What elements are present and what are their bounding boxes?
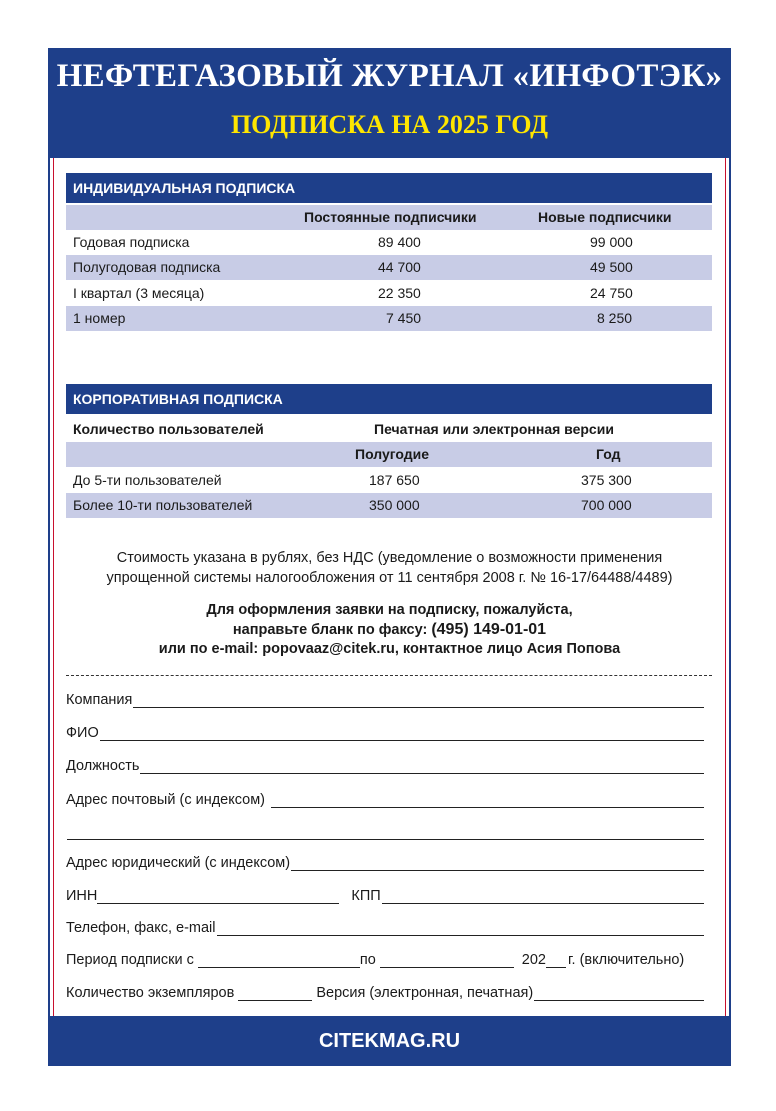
journal-title: НЕФТЕГАЗОВЫЙ ЖУРНАЛ «ИНФОТЭК» <box>56 58 723 94</box>
corporate-table-header <box>66 442 712 467</box>
row-label: До 5-ти пользователей <box>73 472 222 488</box>
position-input-line[interactable] <box>140 759 704 774</box>
kpp-input-line[interactable] <box>382 889 704 904</box>
cta-line-1: Для оформления заявки на подписку, пожалуйста, <box>206 602 573 618</box>
period-suffix: г. (включительно) <box>568 952 685 968</box>
version-input-line[interactable] <box>534 986 704 1001</box>
cta-fax-prefix: направьте бланк по факсу: <box>232 622 432 638</box>
cta-line-3: или по e-mail: popovaaz@citek.ru, контактное лицо Асия Попова <box>158 641 621 657</box>
individual-section-heading: ИНДИВИДУАЛЬНАЯ ПОДПИСКА <box>66 173 712 203</box>
users-count-label: Количество пользователей <box>73 421 264 437</box>
table-row <box>66 255 712 280</box>
website-link[interactable]: CITEKMAG.RU <box>318 1030 461 1052</box>
inn-kpp-field[interactable] <box>66 884 704 904</box>
subscription-year-title: ПОДПИСКА НА 2025 ГОД <box>230 110 549 139</box>
price-half-year: 350 000 <box>369 497 420 513</box>
company-field[interactable] <box>66 688 704 708</box>
col-regular-subscribers: Постоянные подписчики <box>304 209 477 225</box>
footer-banner <box>48 1016 731 1066</box>
table-row <box>66 230 712 255</box>
period-field[interactable] <box>66 948 704 968</box>
price-half-year: 187 650 <box>369 472 420 488</box>
legal-address-input-line[interactable] <box>291 856 704 871</box>
legal-address-label: Адрес юридический (с индексом) <box>66 855 291 871</box>
price-note-line-1: Стоимость указана в рублях, без НДС (уведомление о возможности применения <box>116 550 663 566</box>
price-note-line-2: упрощенной системы налогообложения от 11 сентября 2008 г. № 16-17/64488/4489) <box>106 570 673 586</box>
inn-input-line[interactable] <box>97 889 339 904</box>
price-new: 99 000 <box>590 234 633 250</box>
version-label: Печатная или электронная версии <box>374 421 614 437</box>
order-instructions <box>48 601 731 659</box>
price-regular: 22 350 <box>378 285 421 301</box>
period-year-input-line[interactable] <box>546 953 566 968</box>
price-year: 700 000 <box>581 497 632 513</box>
position-field[interactable] <box>66 754 704 774</box>
row-label: Более 10-ти пользователей <box>73 497 253 513</box>
subscription-form-sheet <box>48 48 731 1066</box>
copies-input-line[interactable] <box>238 986 312 1001</box>
copies-label: Количество экземпляров <box>66 985 235 1001</box>
cta-line-2 <box>48 620 731 640</box>
table-row <box>66 306 712 331</box>
legal-address-field[interactable] <box>66 851 704 871</box>
postal-address-input-line[interactable] <box>271 793 704 808</box>
table-row <box>66 493 712 518</box>
row-label: Годовая подписка <box>73 234 190 250</box>
kpp-label: КПП <box>351 888 381 904</box>
corporate-section-heading: КОРПОРАТИВНАЯ ПОДПИСКА <box>66 384 712 414</box>
period-to-label: по <box>359 952 376 968</box>
fio-field[interactable] <box>66 721 704 741</box>
contacts-input-line[interactable] <box>217 921 705 936</box>
row-label: 1 номер <box>73 310 126 326</box>
period-from-input-line[interactable] <box>198 953 360 968</box>
price-regular: 7 450 <box>386 310 422 326</box>
table-row <box>66 281 712 306</box>
price-regular: 44 700 <box>378 259 421 275</box>
copies-version-field[interactable] <box>66 981 704 1001</box>
postal-address-continuation[interactable] <box>66 820 704 840</box>
postal-address-label: Адрес почтовый (с индексом) <box>66 792 266 808</box>
price-new: 24 750 <box>590 285 633 301</box>
postal-address-field[interactable] <box>66 788 704 808</box>
period-to-input-line[interactable] <box>380 953 514 968</box>
col-year: Год <box>596 446 621 462</box>
fio-input-line[interactable] <box>100 726 704 741</box>
table-row <box>66 468 712 493</box>
cut-line <box>66 675 712 676</box>
contacts-label: Телефон, факс, e-mail <box>66 920 216 936</box>
price-new: 8 250 <box>597 310 633 326</box>
col-half-year: Полугодие <box>355 446 430 462</box>
postal-address-input-line-2[interactable] <box>67 825 704 840</box>
corporate-header-row <box>66 417 712 442</box>
contacts-field[interactable] <box>66 916 704 936</box>
inn-label: ИНН <box>66 888 98 904</box>
row-label: I квартал (3 месяца) <box>73 285 205 301</box>
period-from-label: Период подписки с <box>66 952 194 968</box>
price-year: 375 300 <box>581 472 632 488</box>
price-regular: 89 400 <box>378 234 421 250</box>
fax-number: (495) 149-01-01 <box>431 621 547 638</box>
price-new: 49 500 <box>590 259 633 275</box>
header-banner <box>48 48 731 158</box>
period-year-prefix: 202 <box>521 952 546 968</box>
company-input-line[interactable] <box>133 693 704 708</box>
version-label: Версия (электронная, печатная) <box>316 985 534 1001</box>
col-new-subscribers: Новые подписчики <box>538 209 672 225</box>
position-label: Должность <box>66 758 140 774</box>
company-label: Компания <box>66 692 133 708</box>
individual-table-header <box>66 205 712 230</box>
fio-label: ФИО <box>66 725 99 741</box>
price-note <box>48 548 731 588</box>
row-label: Полугодовая подписка <box>73 259 221 275</box>
